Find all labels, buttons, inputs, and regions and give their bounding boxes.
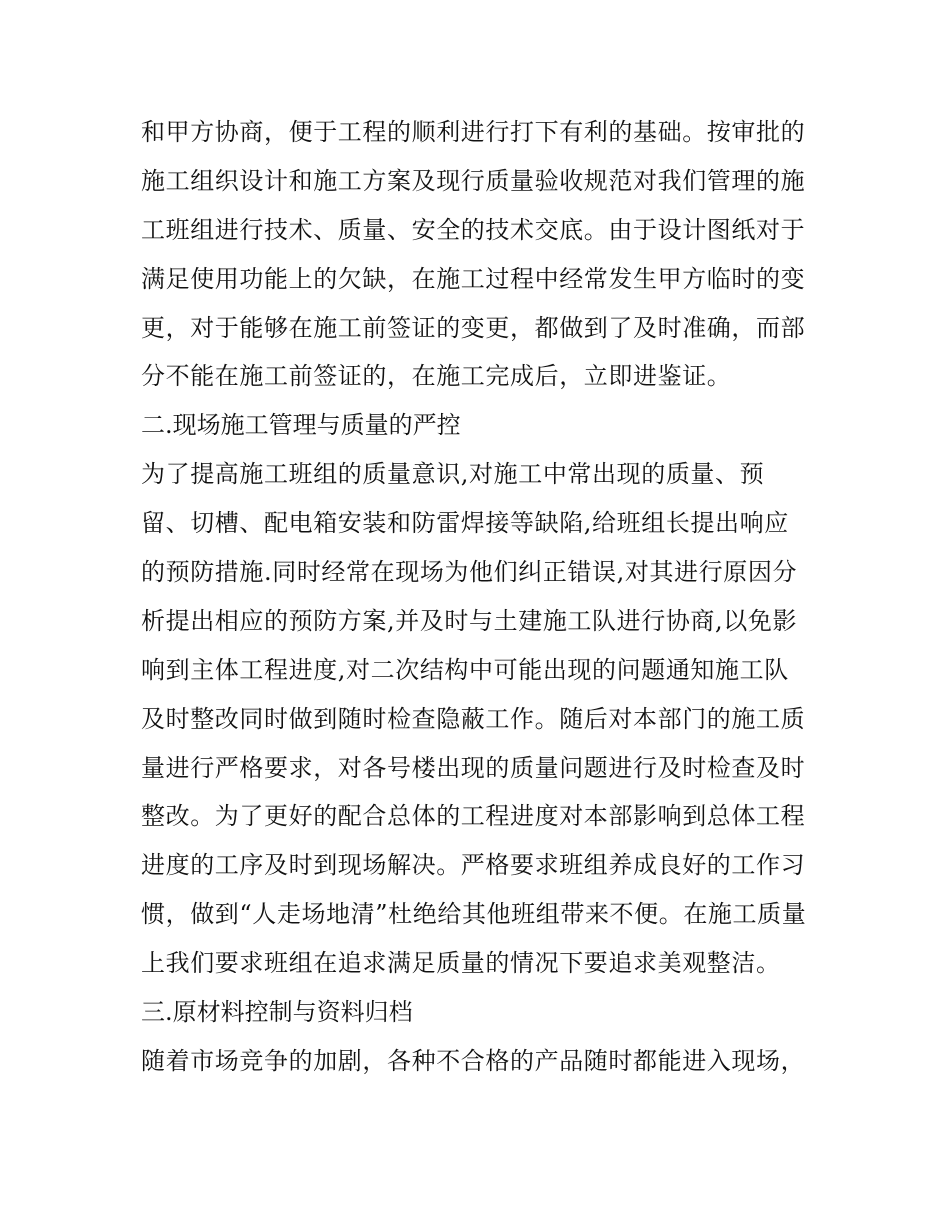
paragraph-line: 留、切槽、配电箱安装和防雷焊接等缺陷,给班组长提出响应	[141, 509, 789, 538]
paragraph-line: 为了提高施工班组的质量意识,对施工中常出现的质量、预	[141, 460, 765, 489]
paragraph-line: 析提出相应的预防方案,并及时与土建施工队进行协商,以免影	[141, 606, 798, 635]
paragraph-line: 施工组织设计和施工方案及现行质量验收规范对我们管理的施	[141, 166, 806, 195]
paragraph-line: 整改。为了更好的配合总体的工程进度对本部影响到总体工程	[141, 802, 806, 831]
paragraph-line: 响到主体工程进度,对二次结构中可能出现的问题通知施工队	[141, 655, 789, 684]
paragraph-line: 进度的工序及时到现场解决。严格要求班组养成良好的工作习	[141, 851, 806, 880]
paragraph-line: 更，对于能够在施工前签证的变更，都做到了及时准确，而部	[141, 313, 806, 342]
paragraph-line: 和甲方协商，便于工程的顺利进行打下有利的基础。按审批的	[141, 118, 806, 146]
paragraph-line: 工班组进行技术、质量、安全的技术交底。由于设计图纸对于	[141, 215, 806, 244]
document-body	[141, 108, 831, 1086]
paragraph-line: 随着市场竞争的加剧，各种不合格的产品随时都能进入现场，	[141, 1046, 806, 1075]
paragraph-line: 上我们要求班组在追求满足质量的情况下要追求美观整洁。	[141, 949, 781, 978]
section-heading: 二.现场施工管理与质量的严控	[141, 411, 461, 440]
paragraph-line: 的预防措施.同时经常在现场为他们纠正错误,对其进行原因分	[141, 558, 798, 587]
paragraph-line: 惯，做到“人走场地清”杜绝给其他班组带来不便。在施工质量	[141, 900, 807, 929]
section-heading: 三.原材料控制与资料归档	[141, 998, 413, 1027]
paragraph-line: 量进行严格要求，对各号楼出现的质量问题进行及时检查及时	[141, 753, 806, 782]
paragraph-line: 满足使用功能上的欠缺，在施工过程中经常发生甲方临时的变	[141, 264, 806, 293]
paragraph-line: 及时整改同时做到随时检查隐蔽工作。随后对本部门的施工质	[141, 704, 806, 733]
paragraph-line: 分不能在施工前签证的，在施工完成后，立即进鉴证。	[141, 362, 732, 391]
